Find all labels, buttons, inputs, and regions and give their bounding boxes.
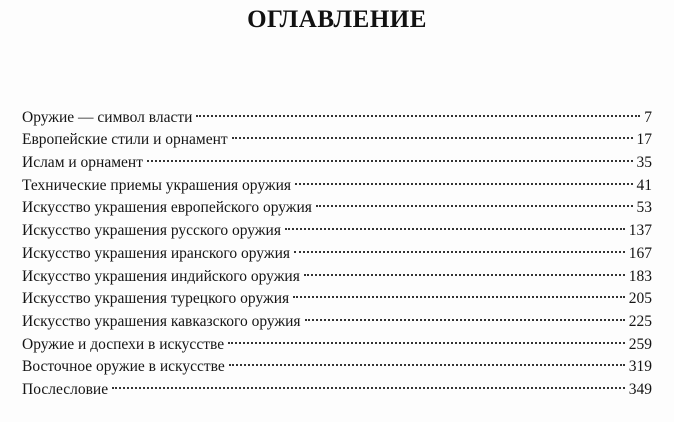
toc-entry-label: Искусство украшения европейского оружия <box>22 199 312 217</box>
dot-leader <box>147 144 633 167</box>
toc-entry-page: 183 <box>628 267 652 285</box>
toc-entry-page: 319 <box>628 358 652 376</box>
toc-entry-label: Восточное оружие в искусстве <box>22 358 225 376</box>
dot-leader <box>196 99 640 122</box>
table-of-contents <box>22 99 652 398</box>
toc-entry-label: Искусство украшения иранского оружия <box>22 244 290 262</box>
dot-leader <box>232 122 633 145</box>
dot-leader <box>304 258 625 281</box>
toc-entry-page: 205 <box>628 290 652 308</box>
toc-entry-label: Оружие — символ власти <box>22 108 193 126</box>
toc-entry-page: 7 <box>644 108 652 126</box>
toc-entry-page: 53 <box>636 199 652 217</box>
toc-entry-label: Искусство украшения кавказского оружия <box>22 312 301 330</box>
toc-entry-label: Искусство украшения русского оружия <box>22 222 281 240</box>
dot-leader <box>294 235 625 258</box>
toc-entry-page: 17 <box>636 131 652 149</box>
dot-leader <box>229 349 625 372</box>
toc-entry-label: Ислам и орнамент <box>22 154 143 172</box>
page-title: ОГЛАВЛЕНИЕ <box>247 6 427 33</box>
toc-entry-page: 41 <box>636 176 652 194</box>
dot-leader <box>305 303 625 326</box>
toc-entry-label: Европейские стили и орнамент <box>22 131 228 149</box>
dot-leader <box>293 281 625 304</box>
toc-entry-page: 349 <box>628 380 652 398</box>
toc-entry-page: 167 <box>628 244 652 262</box>
toc-entry <box>22 371 652 398</box>
toc-entry-page: 35 <box>636 154 652 172</box>
toc-entry-label: Искусство украшения турецкого оружия <box>22 290 290 308</box>
dot-leader <box>285 212 625 235</box>
dot-leader <box>316 190 633 213</box>
toc-entry-page: 259 <box>628 335 652 353</box>
toc-entry-page: 137 <box>628 222 652 240</box>
toc-entry-label: Искусство украшения индийского оружия <box>22 267 300 285</box>
toc-entry <box>22 99 652 126</box>
dot-leader <box>228 326 625 349</box>
toc-entry-label: Технические приемы украшения оружия <box>22 176 292 194</box>
dot-leader <box>112 371 625 394</box>
dot-leader <box>295 167 632 190</box>
toc-entry-page: 225 <box>628 312 652 330</box>
toc-entry-label: Послесловие <box>22 380 109 398</box>
toc-entry-label: Оружие и доспехи в искусстве <box>22 335 225 353</box>
